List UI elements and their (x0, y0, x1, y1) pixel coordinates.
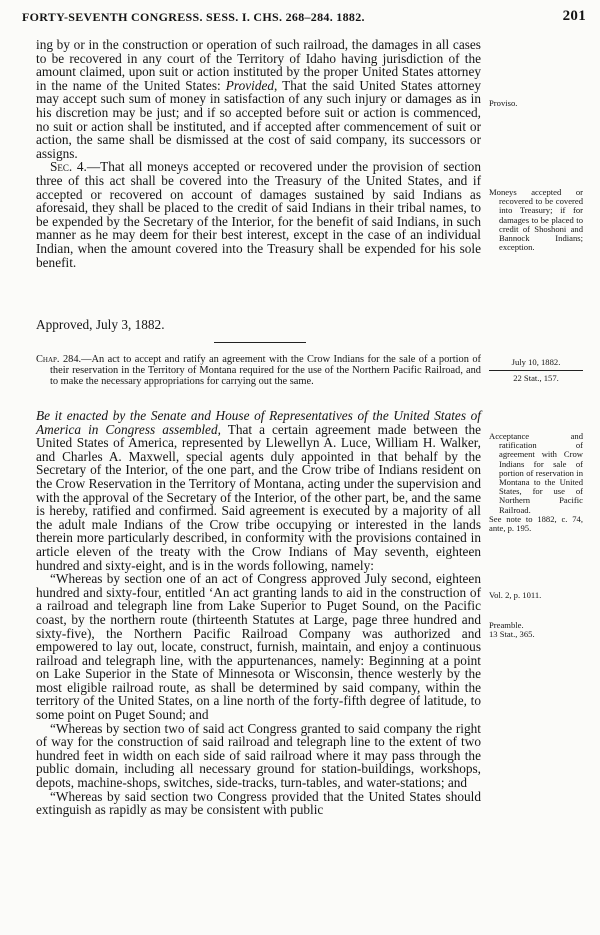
preamble-ref: 13 Stat., 365. (489, 629, 535, 640)
preamble-note: Preamble. (489, 620, 524, 630)
chapter-label: Chap. 284. (36, 354, 82, 365)
running-header (14, 8, 586, 26)
enacting-text: That a certain agreement made between the United States of America, represented by Llewellyn A. Luce, William H. Walker, and Charles A. Maxwell, special agents duly appointed in that behalf by the Secretary of the Interior, of the one part, and the Crow tribe of Indians resident on the Crow Reservation in the Territory of Montana, acting under the supervision and with the approval of the Secretary of the Interior, of the other part, be, and the same is hereby, ratified and confirmed. Said agreement is executed by a majority of all the adult male Indians of the Crow tribe occupying or interested in the lands therein more particularly described, in conformity with the provisions contained in article eleven of the treaty with the Crow Indians of May seventh, eighteen hundred and sixty-eight, and is in the words following, namely: (36, 421, 482, 573)
margin-note-citation (489, 358, 583, 383)
acceptance-note: Acceptance and ratification of agreement with Crow Indians for sale of portion of reservation in Montana to the United States, for use of Northern Pacific Railroad. (489, 431, 583, 515)
proviso-word: Provided (225, 77, 275, 93)
page-number: 201 (562, 8, 586, 24)
volume-note: Vol. 2, p. 1011. (489, 590, 542, 600)
section-4 (36, 160, 481, 269)
approval-line: Approved, July 3, 1882. (36, 317, 165, 332)
running-head: FORTY-SEVENTH CONGRESS. SESS. I. CHS. 268–284. 1882. (22, 10, 365, 24)
see-note: See note to 1882, c. 74, ante, p. 195. (489, 513, 583, 534)
margin-divider (489, 370, 583, 371)
act-body (36, 409, 481, 817)
margin-note-moneys (489, 188, 583, 252)
moneys-note: Moneys accepted or recovered to be covered into Treasury; if for damages to be placed to credit of Shoshoni and Bannock Indians; exception. (489, 187, 583, 253)
whereas-clause: “Whereas by section one of an act of Congress approved July second, eighteen hundred and sixty-four, entitled ‘An act granting lands to aid in the construction of a railroad and telegraph line from Lake Superior to Puget Sound, on the Pacific coast, by the northern route (thirteenth Statutes at Large, page three hundred and sixty-five), the Northern Pacific Railroad Company was authorized and empowered to lay out, locate, construct, furnish, maintain, and enjoy a continuous railroad and telegraph line, with the appurtenances, namely: Beginning at a point on Lake Superior in the State of Minnesota or Wisconsin, thence westerly by the most eligible railroad route, as shall be determined by said company, within the territory of the United States, on a line north of the forty-fifth degree of latitude, to some point on Puget Sound; and (36, 571, 481, 723)
chapter-heading (36, 354, 481, 388)
whereas-clause: “Whereas by section two of said act Congress granted to said company the right of way for the construction of said railroad and telegraph line to the extent of two hundred feet in width on each side of said railroad where it may pass through the public domain, including all necessary ground for station-buildings, workshops, depots, machine-shops, switches, side-tracks, turn-tables, and water-stations; and (36, 720, 481, 791)
margin-note-preamble (489, 621, 583, 639)
margin-note-proviso (489, 99, 583, 108)
section-label: Sec. 4. (50, 159, 87, 175)
paragraph-text: ing by or in the construction or operation of such railroad, the damages in all cases to be recovered in any court of the Territory of Idaho having jurisdiction of the amount claimed, upon suit or action instituted by the proper United States attorney in the name of the United States: (36, 37, 481, 93)
section-text: —That all moneys accepted or recovered under the provision of section three of this act shall be covered into the Treasury of the United States, and if accepted or recovered on account of damages sustained by said Indians as aforesaid, they shall be placed to the credit of said Indians in their tribal names, to be expended by the Secretary of the Interior, for the benefit of said Indians, in such manner as he may deem for their best interest, except in the case of an individual Indian, when the amount covered into the Treasury shall be expended for his sole benefit. (36, 159, 481, 270)
divider (214, 342, 306, 343)
enacting-clause (36, 409, 481, 572)
section-3-continuation (36, 38, 481, 269)
margin-note-acceptance (489, 432, 583, 533)
paragraph (36, 38, 481, 160)
statute-note: 22 Stat., 157. (513, 373, 559, 384)
paragraph-text: , That the said United States attorney may accept such sum of money in satisfaction of any such injury or damages as in his discretion may be just; and if so accepted before suit or action is commenced, no suit or action shall be instituted, and if accepted after commencement of suit or action, the same shall be dismissed at the cost of said company, its successors or assigns. (36, 77, 481, 161)
chapter-text: —An act to accept and ratify an agreement with the Crow Indians for the sale of a portion of their reservation in the Territory of Montana required for the use of the Northern Pacific Railroad, and to make the necessary appropriations for carrying out the same. (50, 354, 481, 388)
proviso-note: Proviso. (489, 98, 518, 108)
chapter-title (36, 354, 481, 388)
date-note: July 10, 1882. (511, 357, 561, 367)
enacting-formula: Be it enacted by the Senate and House of Representatives of the United States of America in Congress assembled, (36, 408, 481, 437)
margin-note-vol (489, 591, 583, 600)
whereas-clause: “Whereas by said section two Congress provided that the United States should extinguish as rapidly as may be consistent with public (36, 788, 481, 818)
